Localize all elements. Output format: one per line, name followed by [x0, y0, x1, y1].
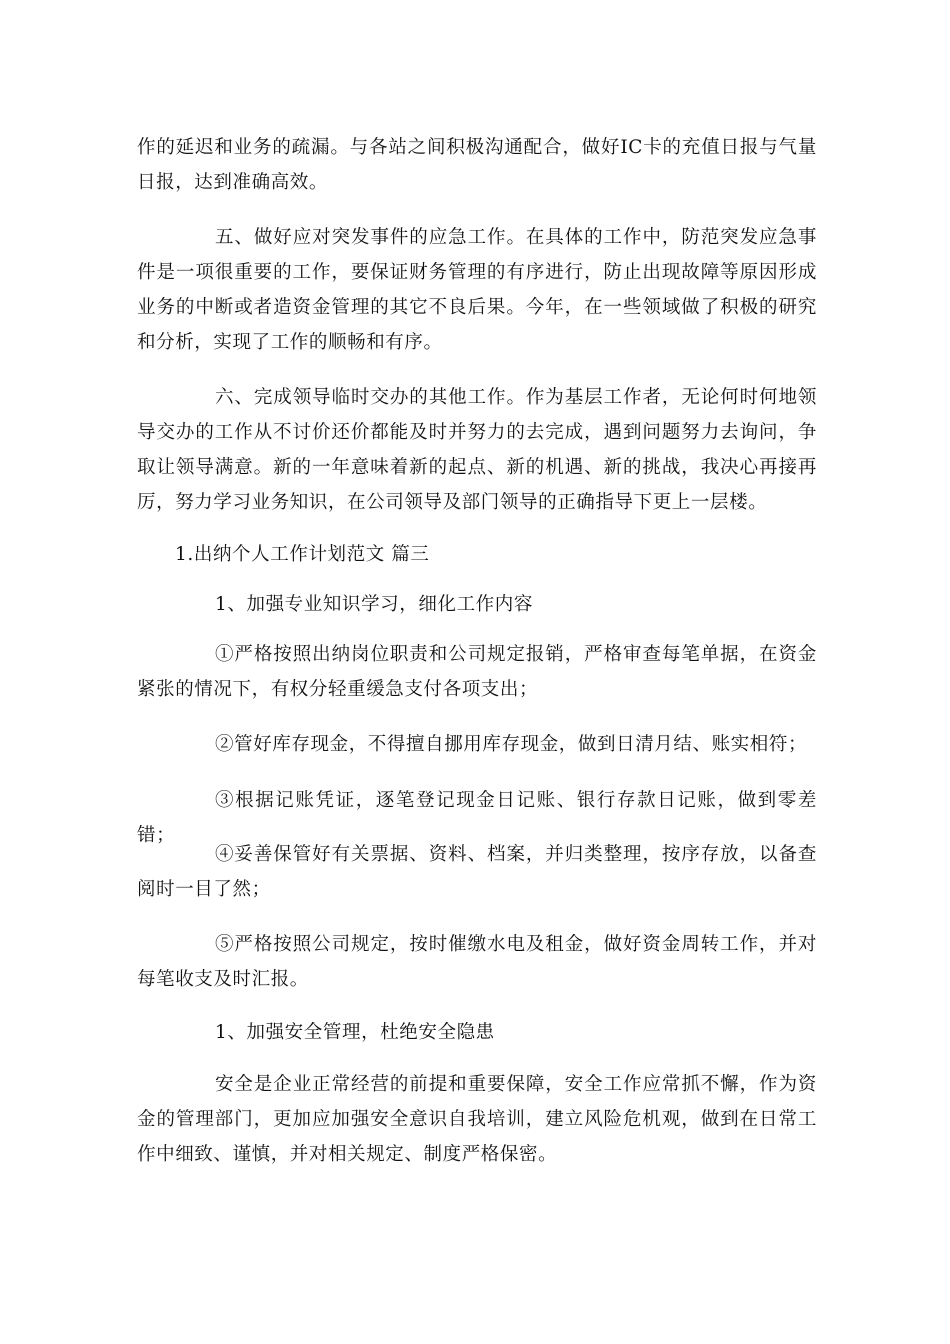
- list-item-cash-management: ②管好库存现金，不得擅自挪用库存现金，做到日清月结、账实相符；: [215, 734, 808, 755]
- paragraph-continuation: 作的延迟和业务的疏漏。与各站之间积极沟通配合，做好IC卡的充值日报与气量日报，达到准确高效。: [137, 137, 817, 193]
- article-heading: 1.出纳个人工作计划范文 篇三: [175, 544, 430, 565]
- subheading-professional-study: 1、加强专业知识学习，细化工作内容: [215, 594, 533, 615]
- list-item-reimbursement: ①严格按照出纳岗位职责和公司规定报销，严格审查每笔单据，在资金紧张的情况下，有权分轻重缓急支付各项支出；: [137, 644, 817, 700]
- list-item-fee-collection: ⑤严格按照公司规定，按时催缴水电及租金，做好资金周转工作，并对每笔收支及时汇报。: [137, 934, 817, 990]
- list-item-records-archive: ④妥善保管好有关票据、资料、档案，并归类整理，按序存放，以备查阅时一目了然；: [137, 844, 817, 900]
- paragraph-safety: 安全是企业正常经营的前提和重要保障，安全工作应常抓不懈，作为资金的管理部门，更加应加强安全意识自我培训，建立风险危机观，做到在日常工作中细致、谨慎，并对相关规定、制度严格保密。: [137, 1074, 817, 1165]
- paragraph-section-six: 六、完成领导临时交办的其他工作。作为基层工作者，无论何时何地领导交办的工作从不讨价还价都能及时并努力的去完成，遇到问题努力去询问，争取让领导满意。新的一年意味着新的起点、新的机遇、新的挑战，我决心再接再厉，努力学习业务知识，在公司领导及部门领导的正确指导下更上一层楼。: [137, 387, 817, 513]
- subheading-safety-management: 1、加强安全管理，杜绝安全隐患: [215, 1022, 495, 1043]
- list-item-bookkeeping: ③根据记账凭证，逐笔登记现金日记账、银行存款日记账，做到零差错；: [137, 790, 817, 846]
- paragraph-section-five: 五、做好应对突发事件的应急工作。在具体的工作中，防范突发应急事件是一项很重要的工作，要保证财务管理的有序进行，防止出现故障等原因形成业务的中断或者造资金管理的其它不良后果。今年，在一些领域做了积极的研究和分析，实现了工作的顺畅和有序。: [137, 227, 817, 353]
